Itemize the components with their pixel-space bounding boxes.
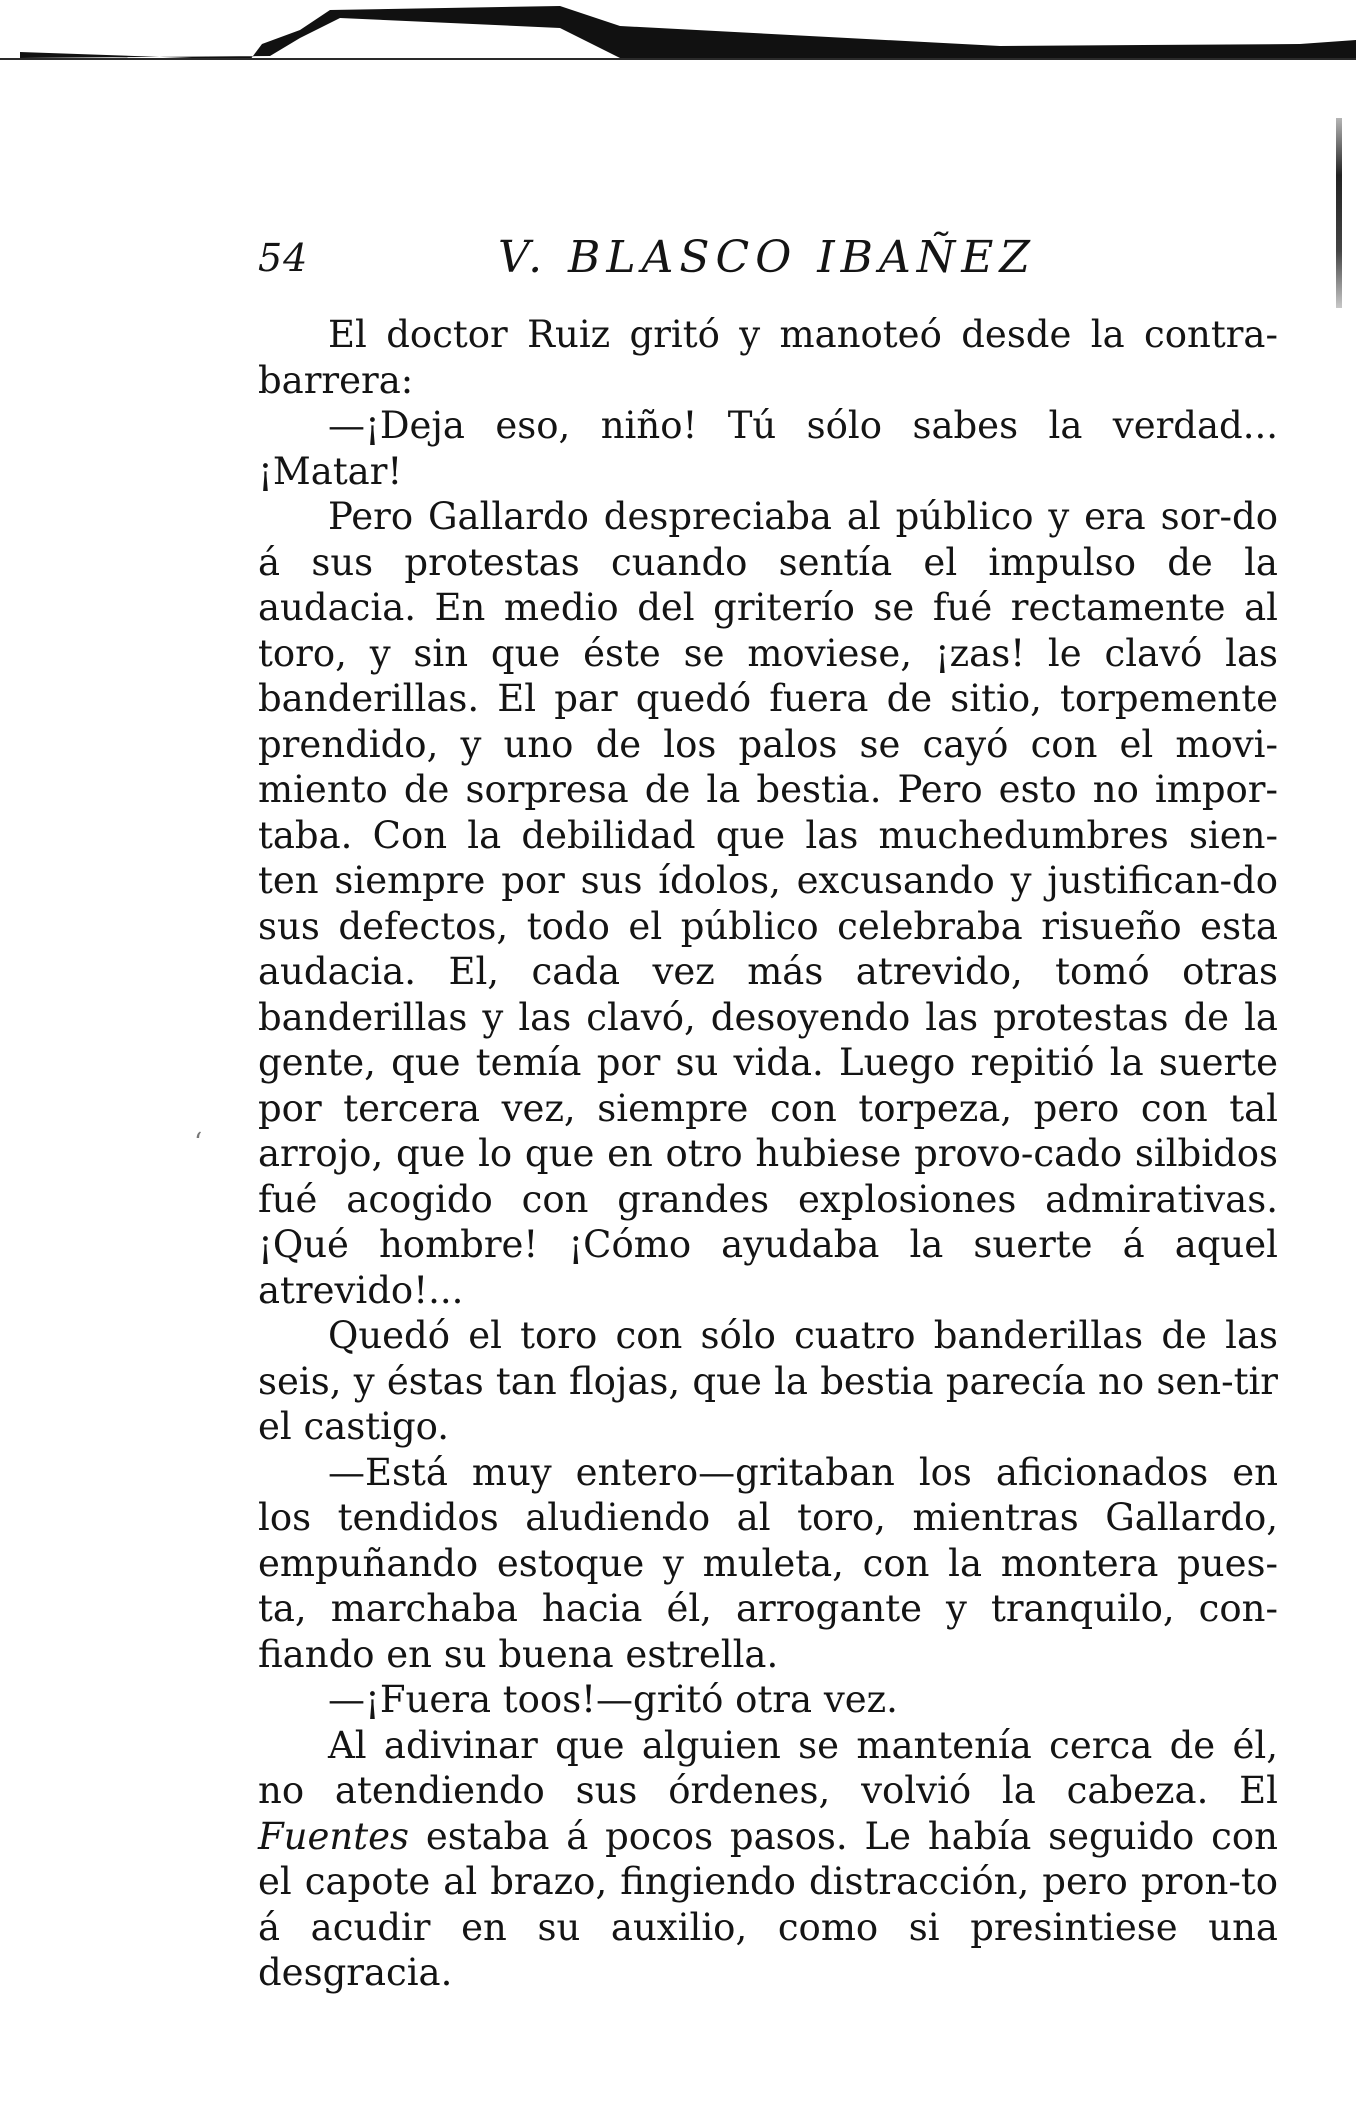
paragraph-7-start: Al adivinar que alguien se mantenía cerca de él, no atendiendo sus órdenes, volvió la cabeza. El xyxy=(258,1723,1278,1812)
scan-right-edge-mark xyxy=(1336,118,1342,308)
paragraph-7 xyxy=(258,1723,1278,1996)
text-body xyxy=(258,312,1278,1996)
page-header xyxy=(258,232,1278,292)
paragraph-4: Quedó el toro con sólo cuatro banderillas de las seis, y éstas tan flojas, que la bestia parecía no sen-tir el castigo. xyxy=(258,1314,1278,1448)
scan-top-edge xyxy=(0,0,1356,70)
paragraph-2: —¡Deja eso, niño! Tú sólo sabes la verdad... ¡Matar! xyxy=(258,404,1278,493)
stray-mark: ʻ xyxy=(194,1128,203,1158)
paragraph-6: —¡Fuera toos!—gritó otra vez. xyxy=(328,1678,898,1721)
paragraph-7-end: estaba á pocos pasos. Le había seguido con el capote al brazo, fingiendo distracción, pero pron-to á acudir en su auxilio, como si presintiese una desgracia. xyxy=(258,1814,1278,1994)
name-fuentes: Fuentes xyxy=(258,1814,409,1858)
paragraph-3: Pero Gallardo despreciaba al público y era sor-do á sus protestas cuando sentía el impulso de la audacia. En medio del griterío se fué rectamente al toro, y sin que éste se moviese, ¡zas! le clavó las banderillas. El par quedó fuera de sitio, torpemente prendido, y uno de los palos se cayó con el movi-miento de sorpresa de la bestia. Pero esto no impor-taba. Con la debilidad que las muchedumbres sien-ten siempre por sus ídolos, excusando y justifican-do sus defectos, todo el público celebraba risueño esta audacia. El, cada vez más atrevido, tomó otras banderillas y las clavó, desoyendo las protestas de la gente, que temía por su vida. Luego repitió la suerte por tercera vez, siempre con torpeza, pero con tal arrojo, que lo que en otro hubiese provo-cado silbidos fué acogido con grandes explosiones admirativas. ¡Qué hombre! ¡Cómo ayudaba la suerte á aquel atrevido!... xyxy=(258,495,1278,1312)
running-title: V. BLASCO IBAÑEZ xyxy=(498,232,1036,283)
paragraph-1: El doctor Ruiz gritó y manoteó desde la contra-barrera: xyxy=(258,313,1278,402)
paragraph-5: —Está muy entero—gritaban los aficionados en los tendidos aludiendo al toro, mientras Gallardo, empuñando estoque y muleta, con la montera pues-ta, marchaba hacia él, arrogante y tranquilo, con-fiando en su buena estrella. xyxy=(258,1450,1278,1676)
page-number: 54 xyxy=(258,236,309,280)
